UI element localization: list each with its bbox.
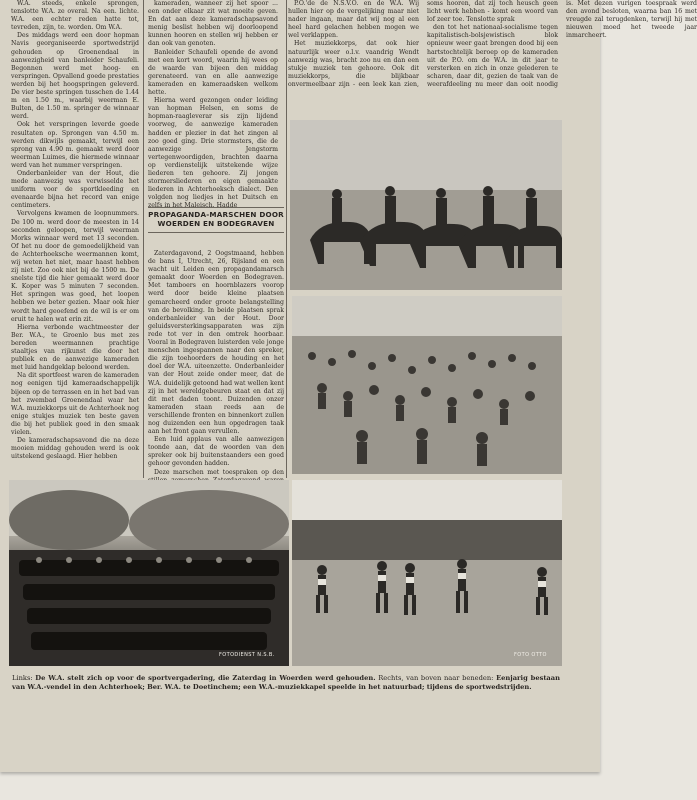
race-illustration	[292, 480, 562, 666]
photo-crowd-gathering	[292, 296, 562, 474]
article-paragraph: Zaterdagavond, 2 Oogstmaand, hebben de bans I, Utrecht, 26, Rijsland en een wacht uit Leiden een propagandamarsch gemaakt door Woerden en Bodegraven. Met tamboers en hoornblazers voorop werd door beide kleine plaatsen gemarcheerd onder groote belangstelling van de bevolking. In beide plaatsen sprak onderbanleider van der Hout. Door geluidsversterkingsapparaten was zijn rede tot ver in den omtrek hoorbaar. Vooral in Bodegraven luisterden vele jonge menschen ingespannen naar den spreker, die zijn toehoorders de houding en het doel der W.A. uiteenzette. Onderbanleider van der Hout zeide onder meer, dat de W.A. duidelijk getoond had wat wellen kent zij in het wereldgebeuren staat en dat zij dit met daden toont. Duizenden onzer kameraden staan reeds aan de verschillende fronten en binnenkort zullen nog duizenden een hun opgedragen taak aan het front gaan vervullen.	[148, 250, 284, 436]
article-right-column-top	[288, 0, 697, 96]
article-paragraph: Na dit sportfeest waren de kameraden nog eenigen tijd kameraadschappelijk bijeen op de terrassen en in het bad van het zwembad Groenendaal waar het W.A. muziekkorps uit de Achterhoek nog enige stukjes muziek ten beste gaven die bij het publiek goed in den smaak vielen.	[11, 372, 139, 436]
article-paragraph: Ook het verspringen leverde goede resultaten op. Sprongen van 4.50 m. werden dikwijls gemaakt, terwijl een sprong van 4.90 m. gemaakt werd door weerman Luimes, die hiermede winnaar werd van het nummer verspringen.	[11, 121, 139, 169]
photo-caption	[12, 674, 560, 692]
crowd-illustration	[292, 296, 562, 474]
article-headline: PROPAGANDA-MARSCHEN DOOR WOERDEN EN BODEGRAVEN	[148, 210, 284, 228]
article-paragraph: Deze marschen met toespraken op den	[154, 468, 284, 476]
article-middle-column-bottom	[148, 250, 284, 482]
article-paragraph: W.A. steeds, enkele sprongen, tenslotte W.A. ze overal. Na een. lichte. W.A. een echter reden hatte tot, tevreden, zijn, te. worden. Om W.A.	[11, 0, 139, 32]
horsemen-illustration	[290, 120, 562, 290]
column-rule	[286, 0, 287, 478]
article-paragraph: P.O.'de de N.S.V.O. en de W.A. Wij hullen hier op de vergelijking maar niet nader ingaan, maar dat wij nog al een heel hard gelachen hebben mogen we wel verklappen.	[288, 0, 419, 40]
column-rule	[143, 0, 144, 478]
caption-lead: Links:	[12, 674, 33, 682]
article-paragraph: Des middags werd een door hopman Navis georganiseerde sportwedstrijd gehouden op Groenendaal in aanwezigheid van banleider Schaufeli. Begonnen werd met hoog- en verspringen. Opvallend goede prestaties werden bij het hoogspringen geleverd. De vier beste springen tusschen de 1.44 m en 1.50 m., waarbij weerman E. Bulten, de 1.50 m. springer de winnaar werd.	[11, 32, 139, 121]
headline-rule-bottom	[148, 232, 284, 233]
article-paragraph: Hierna verbonde wachtmeester der Ber. W.A., te Groenlo bus met zes bereden weermannen prachtige staaltjes van rijkunst die door het publiek en de aanwezige kameraden met luid handgeklap beloond werden.	[11, 323, 139, 372]
article-paragraph: Onderbanleider van der Hout, die mede aanwezig was verwisselde het uniform voor de sportkleeding en evenaarde bijna het record van enige centimeters.	[11, 169, 139, 210]
photo-sports-race	[292, 480, 562, 666]
article-left-column	[11, 0, 139, 477]
article-paragraph: kameraden, wanneer zij het spoor ... een onder elkaar zit wat moeite geven. En dat aan deze kameradschapsavond menig beslist hebben wij doorloopend kunnen hooren en stellen wij hebben er dan ook van genoten.	[148, 0, 278, 48]
photo-credit-left: FOTODIENST N.S.B.	[219, 652, 275, 658]
caption-left-description: De W.A. stelt zich op voor de sportvergadering, die Zaterdag in Woerden werd gehouden.	[35, 674, 376, 682]
article-middle-column-top	[148, 0, 278, 210]
article-paragraph: Vervolgens kwamen de loopnummers. De 100 m. werd door de meesten in 14 seconden geloopen, terwijl weerman Morks winnaar werd met 13 seconden. Of het nu door de gemoedelijkheid van de Achterhoeksche weermannen komt, wij weten het niet, maar haast hebben zij niet. Zoo ook niet bij de 1500 m. De snelste tijd die hier gemaakt werd door K. Koper was 5 minuten 7 seconden. Het springen was goed, het loopen hebben we beter gezien. Maar ook hier wordt hard geoefend en de wil is er om eruit te halen wat erin zit.	[11, 210, 139, 323]
caption-right-description: Eenjarig bestaan van W.A.-vendel in den Achterhoek; Ber. W.A. te Doetinchem; een W.A.-muziekkapel speelde in het natuurbad; tijdens de sportwedstrijden.	[12, 674, 560, 691]
photo-wa-formation	[9, 480, 289, 666]
article-paragraph: Banleider Schaufeli opende de avond met een kort woord, waarin hij wees op de waarde van bijeen den middag gerenateerd. van en alle aanwezige kameraden en kameraadsken welkom hette.	[148, 48, 278, 97]
photo-credit-right: FOTO OTTO	[514, 652, 547, 658]
photo-mounted-wa	[290, 120, 562, 290]
formation-illustration	[9, 480, 289, 666]
article-paragraph: Een luid applaus van alle aanwezigen toonde aan, dat de woorden van den spreker ook bij buitenstaanders een goed gehoor gevonden hadden.	[148, 436, 284, 468]
caption-middle: Rechts, van boven naar beneden:	[378, 674, 494, 682]
article-paragraph: Het muziekkorps, dat ook hier natuurlijk weer o.l.v. vaandrig Wendt aanwezig was, bracht zoo nu en dan een stukje muziek ten gehoore. Ook dit muziekkorps, die blijkbaar onvermeelbaar zijn - een leek kan zien, soms hooren, dat zij toch heusch geen licht werk hebben - komt een woord van lof zeer toe. Tenslotte sprak	[288, 0, 558, 88]
article-paragraph: De kameradschapsavond die na deze mooien middag gehouden werd is ook uitstekend geslaagd. Hier hebben	[11, 437, 139, 461]
article-paragraph: Hierna werd gezongen onder leiding van hopman Helsen, en soms de hopman-raagleverar sis zijn lijdend voorweg, de aanwezige kameraden hadden er plezier in dat het zingen al zoo goed ging. Drie stormsters, die de aanwezige Jengstorm vertegenwoordigden, brachten daarna op verdienstelijk uitstekende wijze liederen ten gehoore. Zij jongen stormersliederen en eigen gemaakte liederen in Achterhoeksch dialect. Den volgden nog liedjes in het Duitsch en zelfs in het Maleisch. Hadde	[148, 97, 278, 210]
article-paragraph: den tot het nationaal-socialisme tegen kapitalistisch-bolsjewistisch blok opnieuw weer gaat brengen dood bij een hartstochtelijk beroep op de kameraden uit de P.O. om de W.A. in dit jaar te versterken en zich in onze gelederen te scharen, daar dit, gezien de taak van de weerafdeeling nu meer dan ooit noodig is. Met dezen vurigen toespraak werd den avond besloten, waarna ban 16 met vreugde zal terugdenken, terwijl hij met nieuwen moed het tweede jaar inmarcheert.	[427, 0, 697, 88]
